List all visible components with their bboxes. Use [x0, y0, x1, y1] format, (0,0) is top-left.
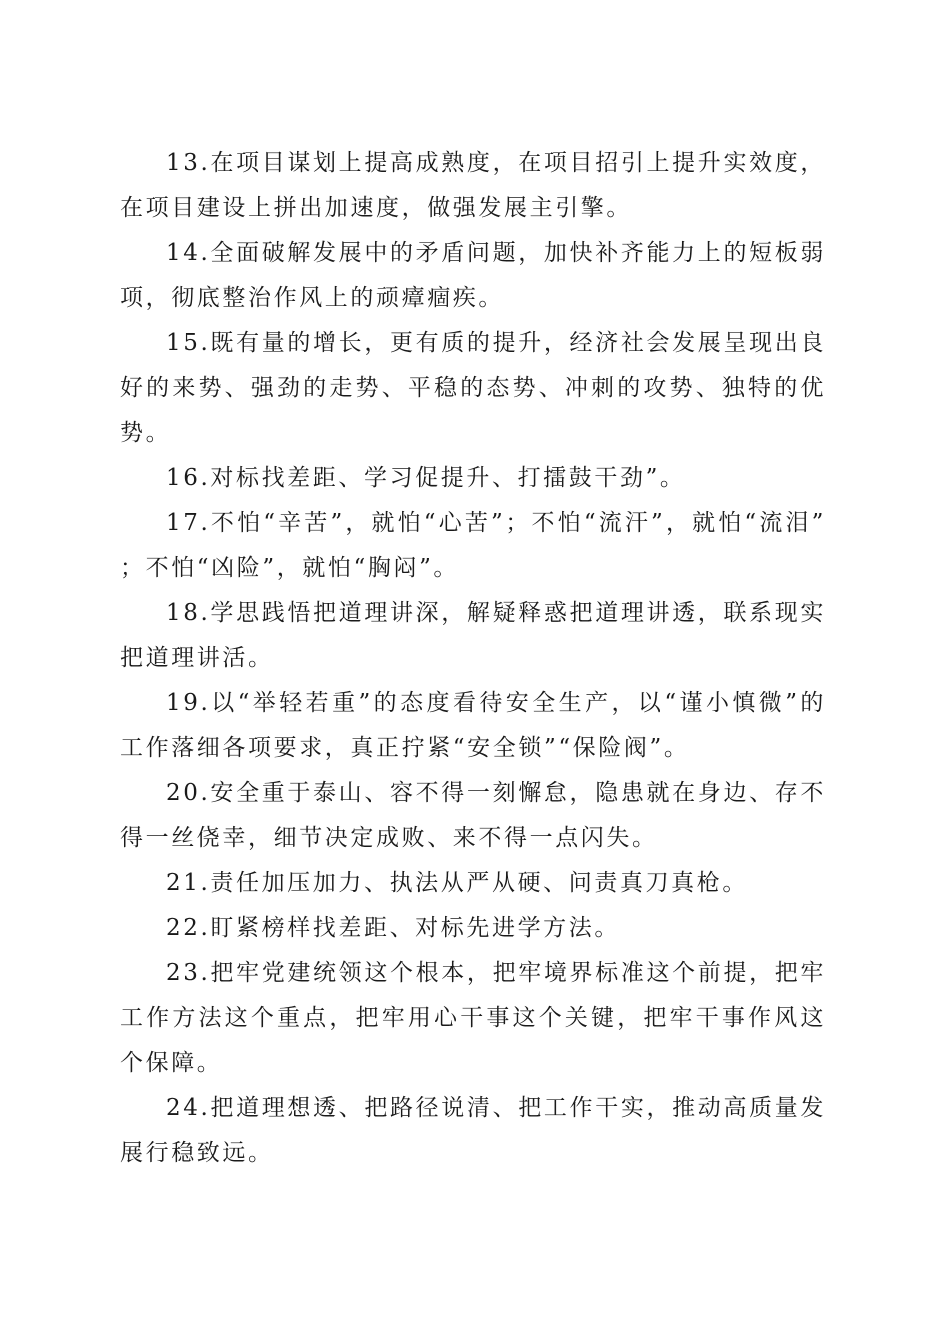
- paragraph-19: 19.以“举轻若重”的态度看待安全生产，以“谨小慎微”的工作落细各项要求，真正拧紧“安全锁”“保险阀”。: [120, 690, 826, 761]
- paragraph-23: 23.把牢党建统领这个根本，把牢境界标准这个前提，把牢工作方法这个重点，把牢用心干事这个关键，把牢干事作风这个保障。: [120, 960, 826, 1076]
- paragraph-14: 14.全面破解发展中的矛盾问题，加快补齐能力上的短板弱项，彻底整治作风上的顽瘴痼疾。: [120, 240, 826, 311]
- paragraph-13: 13.在项目谋划上提高成熟度，在项目招引上提升实效度，在项目建设上拼出加速度，做强发展主引擎。: [120, 150, 826, 221]
- paragraph-24: 24.把道理想透、把路径说清、把工作干实，推动高质量发展行稳致远。: [120, 1095, 826, 1166]
- paragraph-22: 22.盯紧榜样找差距、对标先进学方法。: [166, 915, 620, 941]
- paragraph-17: 17.不怕“辛苦”，就怕“心苦”；不怕“流汗”，就怕“流泪”；不怕“凶险”，就怕“胸闷”。: [120, 510, 826, 581]
- document-body: [120, 141, 826, 1176]
- paragraph-18: 18.学思践悟把道理讲深，解疑释惑把道理讲透，联系现实把道理讲活。: [120, 600, 826, 671]
- paragraph-21: 21.责任加压加力、执法从严从硬、问责真刀真枪。: [166, 870, 748, 896]
- paragraph-16: 16.对标找差距、学习促提升、打擂鼓干劲”。: [166, 465, 686, 491]
- paragraph-15: 15.既有量的增长，更有质的提升，经济社会发展呈现出良好的来势、强劲的走势、平稳的态势、冲刺的攻势、独特的优势。: [120, 330, 826, 446]
- paragraph-20: 20.安全重于泰山、容不得一刻懈怠，隐患就在身边、存不得一丝侥幸，细节决定成败、来不得一点闪失。: [120, 780, 826, 851]
